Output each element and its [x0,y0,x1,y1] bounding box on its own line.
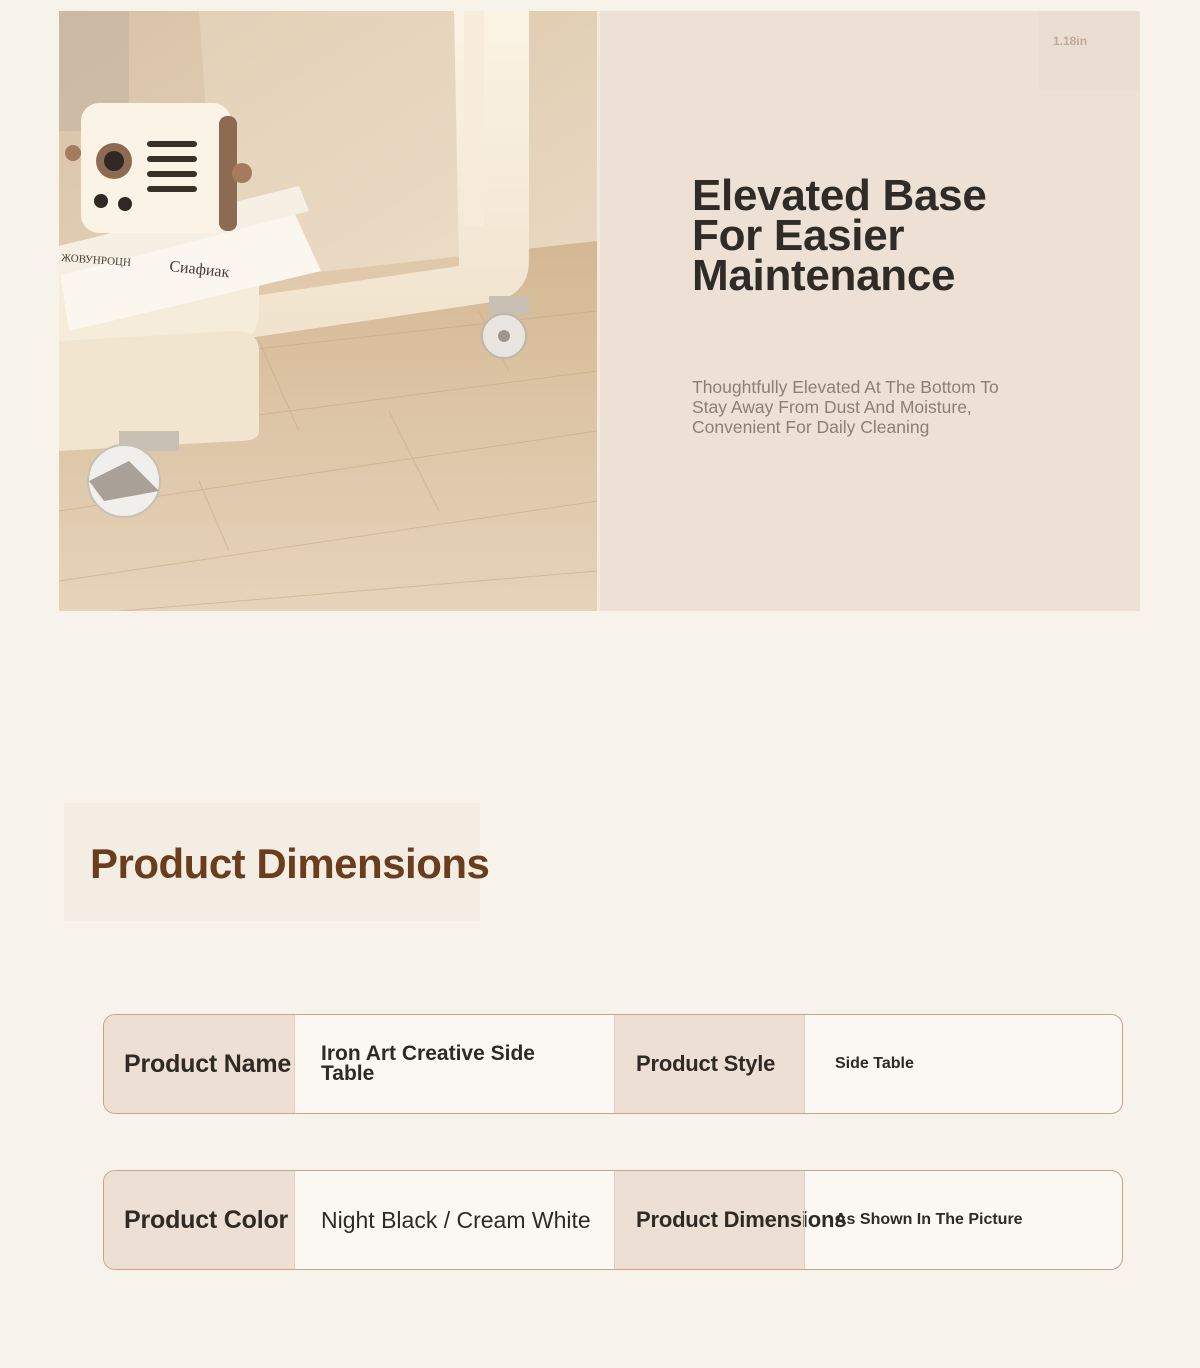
spec-label: Product Name [124,1049,292,1078]
spec-label: Product Dimensions [636,1207,847,1232]
spec-value: Side Table [835,1055,914,1072]
spec-label-cell [104,1171,294,1269]
divider [597,11,600,611]
hero-section [59,11,1140,611]
spec-value-cell [804,1015,1123,1113]
spec-label-cell [614,1015,804,1113]
spec-label: Product Style [636,1051,776,1076]
book-spine-text: ЖОВУНРОЦН [60,252,132,269]
spec-value-cell [804,1171,1123,1269]
measure-callout [1039,11,1139,91]
hero-description: Thoughtfully Elevated At The Bottom To Stay Away From Dust And Moisture, Convenient For Daily Cleaning [692,377,999,437]
product-photo-caster-wheels [59,11,597,611]
spec-row [103,1014,1123,1114]
spec-value: Iron Art Creative Side Table [321,1042,535,1085]
book-title-text: Cиафиак [168,258,231,282]
section-title: Product Dimensions [90,840,490,887]
spec-value-cell [294,1171,614,1269]
spec-value: As Shown In The Picture [835,1211,1023,1228]
spec-value: Night Black / Cream White [321,1206,591,1233]
spec-label-cell [614,1171,847,1269]
spec-row [103,1170,1123,1270]
spec-label-cell [104,1015,294,1113]
hero-title: Elevated Base For Easier Maintenance [692,171,987,300]
spec-label: Product Color [124,1205,289,1234]
spec-value-cell [294,1015,614,1113]
measure-label: 1.18in [1053,34,1088,48]
